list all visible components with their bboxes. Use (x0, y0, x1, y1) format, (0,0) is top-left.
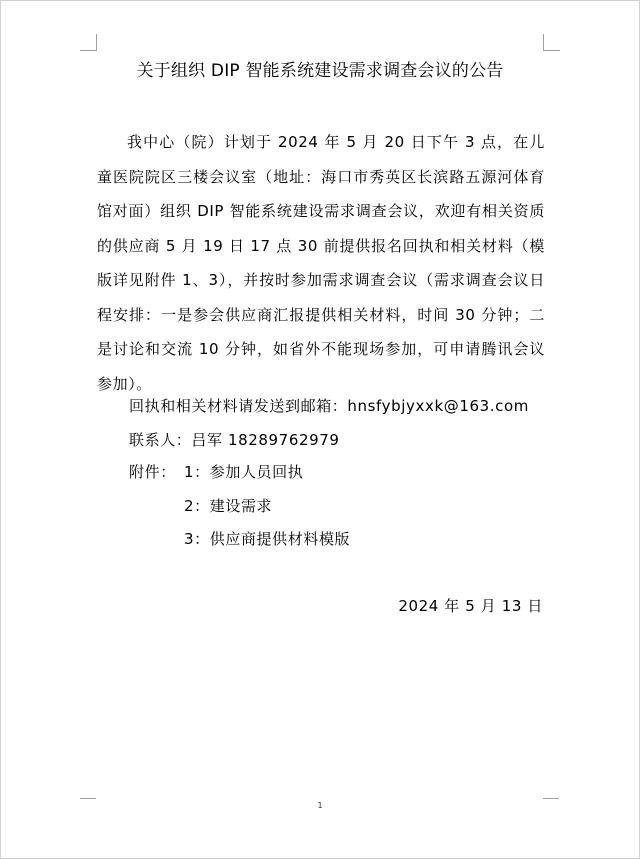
attachments-label: 附件： (129, 463, 176, 481)
attachment-item: 1：参加人员回执 (184, 463, 304, 481)
margin-corner-top-right (543, 34, 560, 51)
attachment-item: 3：供应商提供材料模版 (184, 530, 351, 548)
contact-line: 联系人：吕军 18289762979 (129, 431, 340, 449)
email-line: 回执和相关材料请发送到邮箱：hnsfybjyxxk@163.com (129, 397, 529, 415)
attachment-item: 2：建设需求 (184, 497, 273, 515)
margin-corner-bottom-right (543, 798, 559, 800)
page-number: 1 (317, 801, 323, 810)
announcement-body: 我中心（院）计划于 2024 年 5 月 20 日下午 3 点，在儿童医院院区三楼会议室（地址：海口市秀英区长滨路五源河体育馆对面）组织 DIP 智能系统建设需求调查会议，欢迎有相关资质的供应商 5 月 19 日 17 点 30 前提供报名回执和相关材料（模版详见附件 1、3），并按时参加需求调查会议（需求调查会议日程安排：一是参会供应商汇报提供相关材料，时间 30 分钟；二是讨论和交流 10 分钟，如省外不能现场参加，可申请腾讯会议参加）。 (97, 133, 545, 393)
document-title: 关于组织 DIP 智能系统建设需求调查会议的公告 (136, 61, 504, 81)
document-date: 2024 年 5 月 13 日 (398, 597, 543, 615)
margin-corner-top-left (80, 34, 97, 51)
margin-corner-bottom-left (80, 798, 96, 800)
